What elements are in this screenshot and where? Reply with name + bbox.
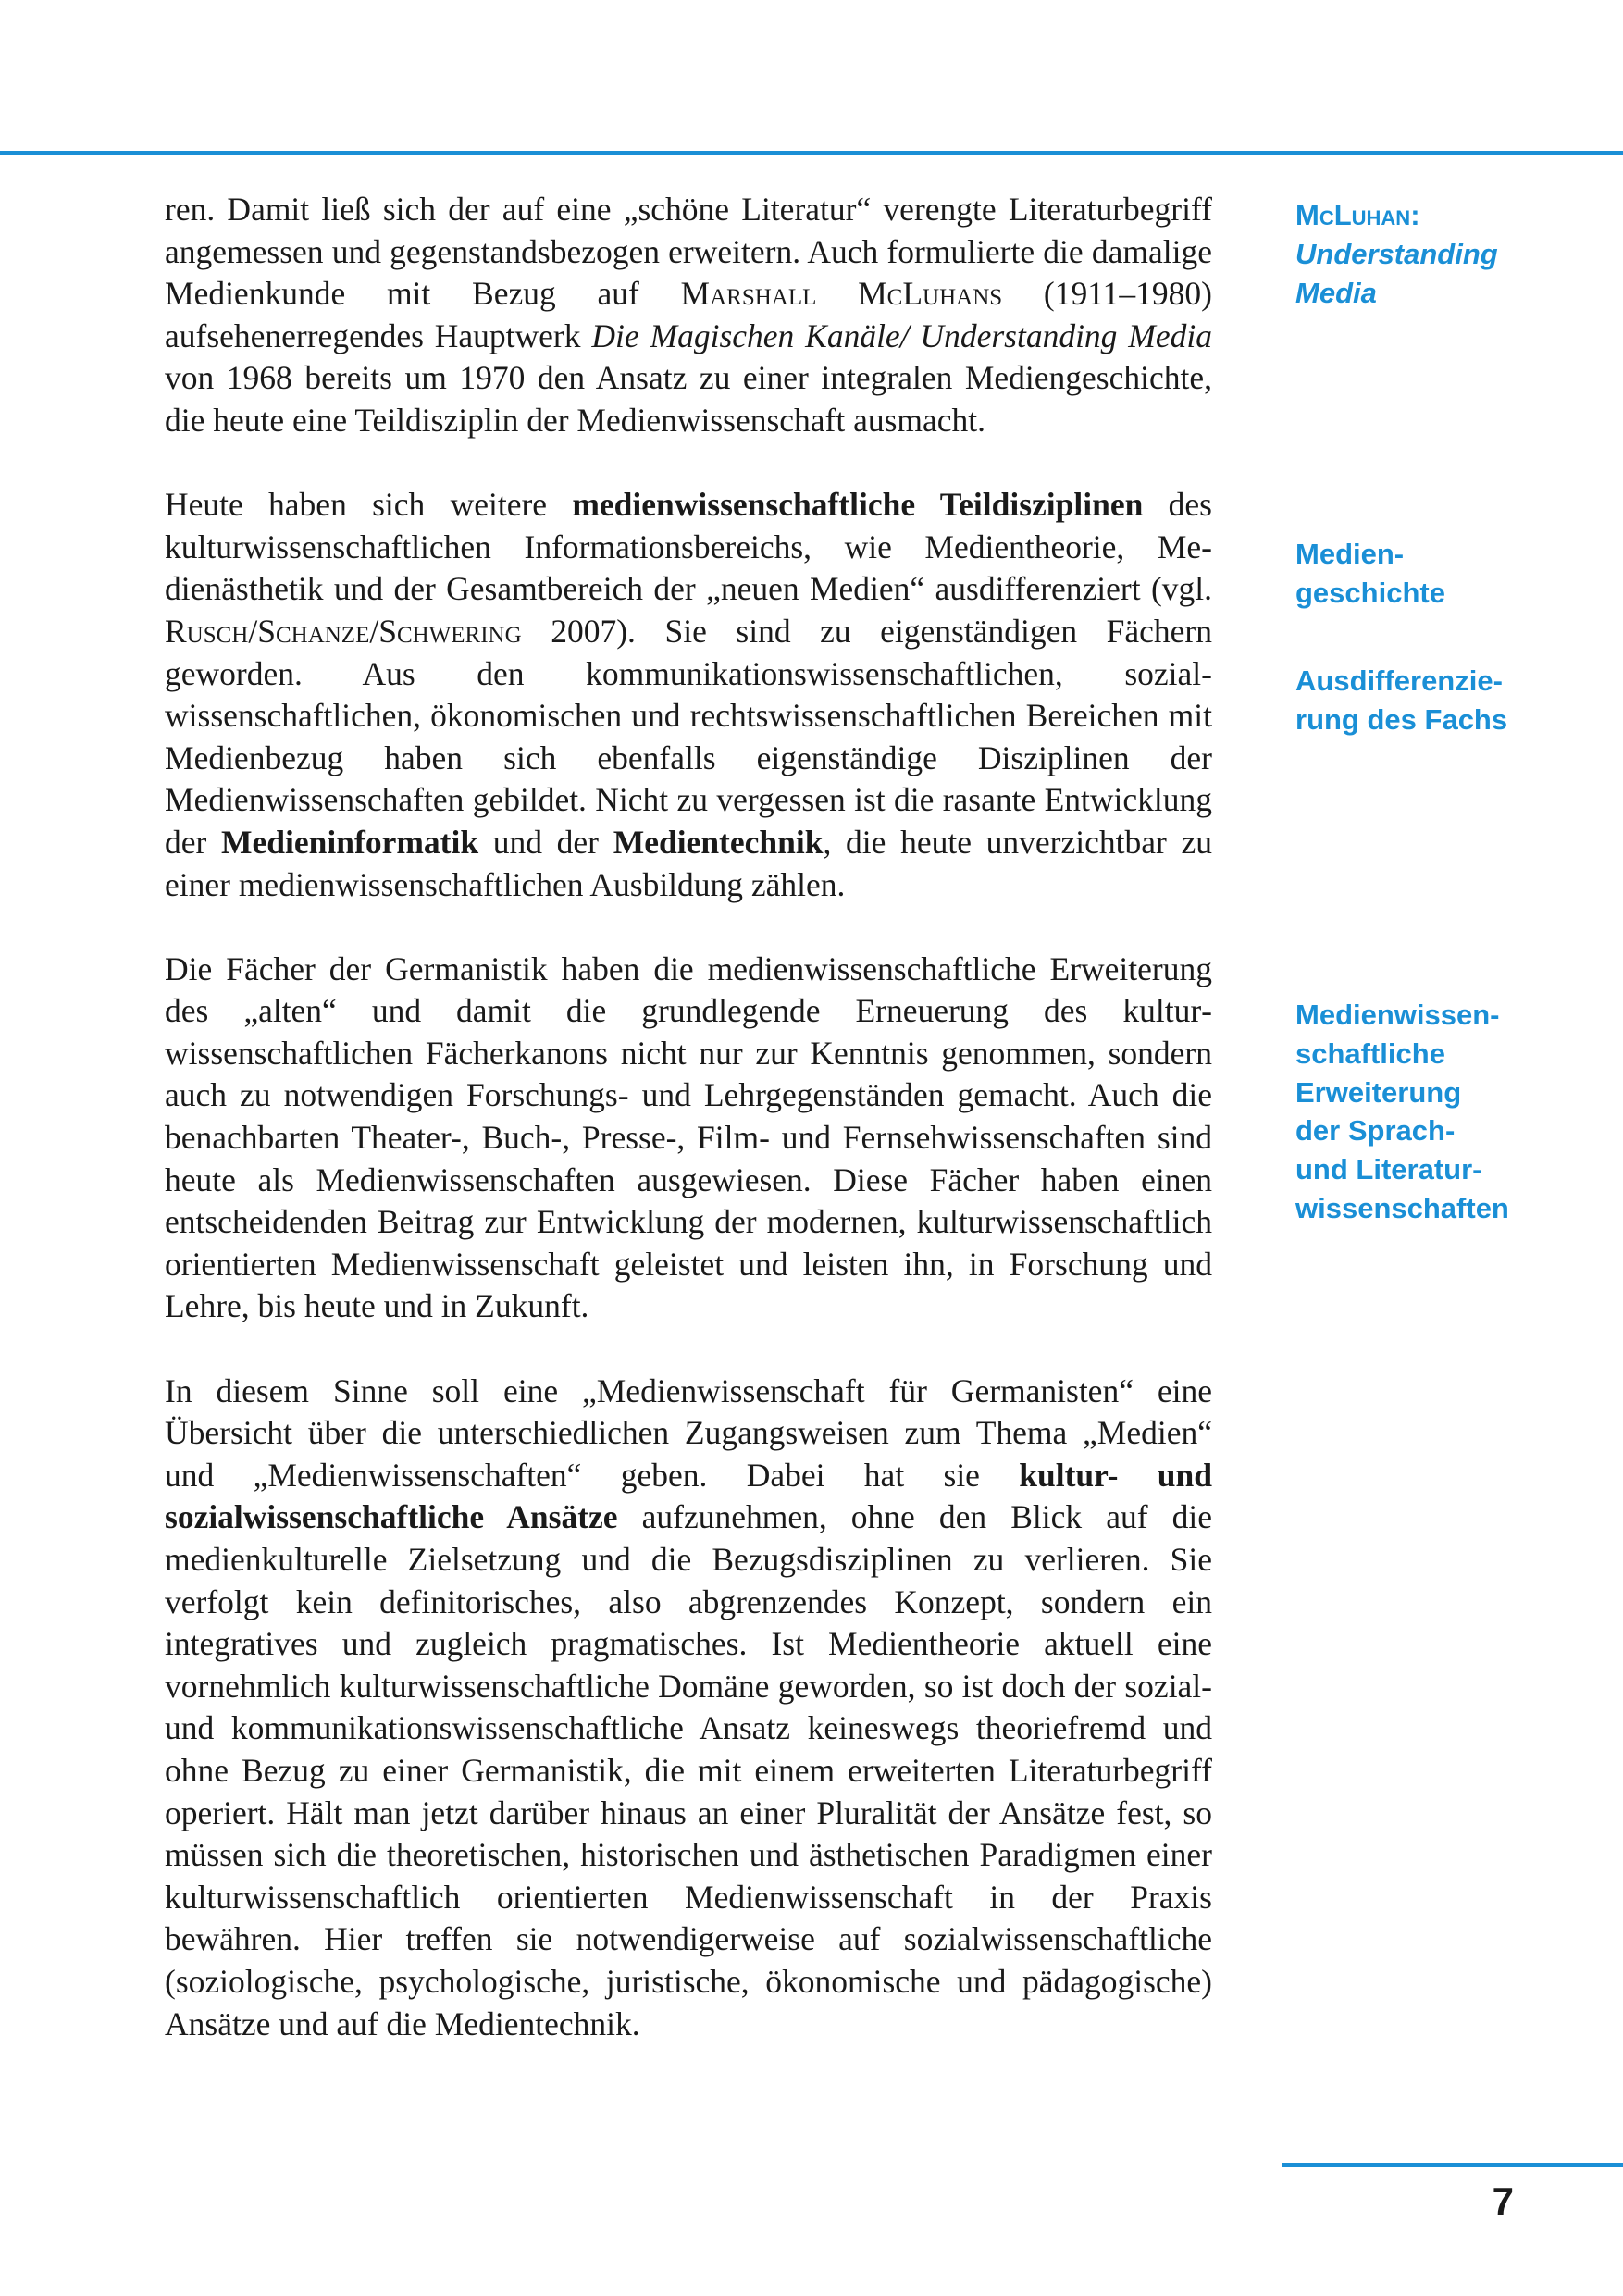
work-title: Die Magischen Kanäle/ Understanding Media <box>591 316 1212 354</box>
paragraph-4: In diesem Sinne soll eine „Medienwissenschaft für Germanisten“ eine Übersicht über die unterschiedlichen Zugangsweisen zum Thema „Medien“ und „Medienwissenschaften“ geben. Dabei hat sie kultur- und sozialwissenschaftliche Ansätze aufzunehmen, ohne den Blick auf die medienkulturelle Zielsetzung und die Bezugsdisziplinen zu verlieren. Sie verfolgt kein definitorisches, also abgrenzendes Konzept, sondern ein integratives und zugleich pragmatisches. Ist Medientheorie aktuell eine vornehmlich kulturwissenschaftliche Domäne geworden, so ist doch der sozial- und kommunikationswissenschaftliche Ansatz keineswegs theoriefremd und ohne Bezug zu einer Germanistik, die mit einem erweiterten Literaturbegriff operiert. Hält man jetzt darüber hinaus an einer Pluralität der Ansätze fest, so müssen sich die theoretischen, historischen und ästhetischen Paradigmen einer kulturwissenschaftlich orientierten Medienwissenschaft in der Praxis bewähren. Hier treffen sie notwendigerweise auf sozialwissenschaftliche (soziologische, psychologische, juristische, ökonomische und pädagogische) Ansätze und auf die Medientechnik. <box>165 1371 1212 2042</box>
page-number: 7 <box>1492 2179 1514 2223</box>
bottom-rule <box>1282 2163 1623 2167</box>
citation-authors: Rusch/Schanze/Schwering <box>165 612 522 650</box>
margin-note-erweiterung: Medienwissen- schaftliche Erweiterung der Sprach- und Literatur- wissenschaften <box>1295 999 1509 1224</box>
emphasis: kultur- und sozialwissenschaftliche Ansätze <box>165 1456 1212 1536</box>
top-rule <box>0 151 1623 155</box>
emphasis: Medieninformatik <box>221 823 479 861</box>
author-name: Marshall McLuhans <box>680 275 1003 313</box>
margin-note-ausdifferenzierung: Ausdifferenzie- rung des Fachs <box>1295 664 1508 736</box>
paragraph-1: ren. Damit ließ sich der auf eine „schöne Literatur“ verengte Literaturbegriff angemessen und gegenstandsbezogen erweitern. Auch formulierte die damalige Medienkunde mit Bezug auf Marshall McLuhans (1911–1980) aufsehenerregendes Hauptwerk Die Magischen Kanäle/ Understanding Media von 1968 bereits um 1970 den Ansatz zu einer integralen Mediengeschichte, die heute eine Teildisziplin der Medienwissenschaft ausmacht. <box>165 191 1212 439</box>
main-text <box>165 189 1212 2088</box>
paragraph-3: Die Fächer der Germanistik haben die medienwissenschaftliche Erweiterung des „alten“ und damit die grundlegende Erneuerung des kulturwissenschaftlichen Fächerkanons nicht nur zur Kenntnis genommen, sondern auch zu notwendigen Forschungs- und Lehrgegenständen gemacht. Auch die benachbarten Theater-, Buch-, Presse-, Film- und Fernsehwissenschaften sind heute als Medienwissenschaften ausgewiesen. Diese Fächer haben einen entscheidenden Beitrag zur Entwicklung der modernen, kulturwissenschaftlich orientierten Medienwissenschaft geleistet und leisten ihn, in Forschung und Lehre, bis heute und in Zukunft. <box>165 949 1212 1325</box>
margin-note-mediengeschichte: Medien- geschichte <box>1295 538 1445 609</box>
emphasis: medienwissenschaftliche Teildisziplinen <box>572 486 1144 524</box>
paragraph-2: Heute haben sich weitere medienwissenschaftliche Teildisziplinen des kulturwissenschaftlichen Informationsbereichs, wie Medientheorie, Medienästhetik und der Gesamtbereich der „neuen Medien“ ausdifferenziert (vgl. Rusch/Schanze/Schwering 2007). Sie sind zu eigenständigen Fächern geworden. Aus den kommunikationswissenschaftlichen, sozialwissenschaftlichen, ökonomischen und rechtswissenschaftlichen Bereichen mit Medienbezug haben sich ebenfalls eigenständige Disziplinen der Medienwissenschaften gebildet. Nicht zu vergessen ist die rasante Entwicklung der Medieninformatik und der Medientechnik, die heute unverzichtbar zu einer medienwissenschaftlichen Ausbildung zählen. <box>165 486 1212 903</box>
margin-note-mcluhan: McLuhan: Understanding Media <box>1295 199 1498 309</box>
emphasis: Medientechnik <box>613 823 824 861</box>
